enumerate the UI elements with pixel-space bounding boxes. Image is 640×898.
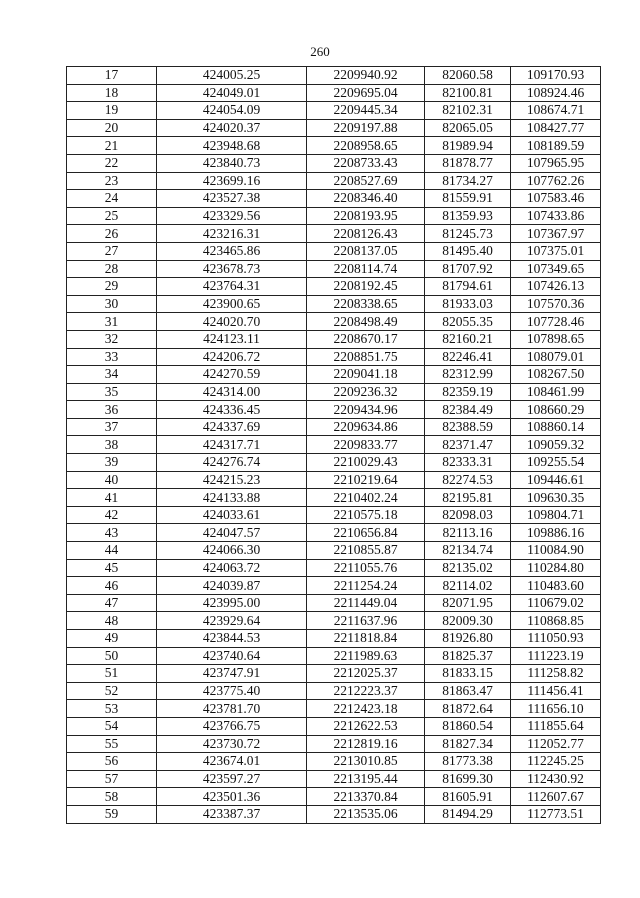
x-coordinate-cell: 423775.40 (157, 682, 307, 700)
y-coordinate-cell: 2211055.76 (307, 559, 425, 577)
east-coordinate-cell: 82312.99 (425, 366, 511, 384)
north-coordinate-cell: 108189.59 (511, 137, 601, 155)
point-number-cell: 28 (67, 260, 157, 278)
table-row (67, 154, 601, 172)
east-coordinate-cell: 82333.31 (425, 454, 511, 472)
table-row (67, 647, 601, 665)
table-row (67, 542, 601, 560)
x-coordinate-cell: 424215.23 (157, 471, 307, 489)
point-number-cell: 22 (67, 154, 157, 172)
north-coordinate-cell: 107762.26 (511, 172, 601, 190)
north-coordinate-cell: 109059.32 (511, 436, 601, 454)
y-coordinate-cell: 2209833.77 (307, 436, 425, 454)
y-coordinate-cell: 2208733.43 (307, 154, 425, 172)
table-row (67, 383, 601, 401)
point-number-cell: 27 (67, 242, 157, 260)
y-coordinate-cell: 2208193.95 (307, 207, 425, 225)
point-number-cell: 49 (67, 630, 157, 648)
table-row (67, 225, 601, 243)
east-coordinate-cell: 81833.15 (425, 665, 511, 683)
y-coordinate-cell: 2208527.69 (307, 172, 425, 190)
east-coordinate-cell: 82246.41 (425, 348, 511, 366)
x-coordinate-cell: 424033.61 (157, 506, 307, 524)
x-coordinate-cell: 424039.87 (157, 577, 307, 595)
north-coordinate-cell: 108079.01 (511, 348, 601, 366)
table-row (67, 436, 601, 454)
y-coordinate-cell: 2208670.17 (307, 330, 425, 348)
table-row (67, 207, 601, 225)
x-coordinate-cell: 423781.70 (157, 700, 307, 718)
north-coordinate-cell: 110084.90 (511, 542, 601, 560)
y-coordinate-cell: 2213370.84 (307, 788, 425, 806)
east-coordinate-cell: 82195.81 (425, 489, 511, 507)
point-number-cell: 58 (67, 788, 157, 806)
point-number-cell: 34 (67, 366, 157, 384)
y-coordinate-cell: 2210656.84 (307, 524, 425, 542)
east-coordinate-cell: 81860.54 (425, 717, 511, 735)
point-number-cell: 47 (67, 594, 157, 612)
table-row (67, 313, 601, 331)
north-coordinate-cell: 111456.41 (511, 682, 601, 700)
table-row (67, 753, 601, 771)
table-row (67, 735, 601, 753)
point-number-cell: 44 (67, 542, 157, 560)
point-number-cell: 32 (67, 330, 157, 348)
table-row (67, 665, 601, 683)
north-coordinate-cell: 109446.61 (511, 471, 601, 489)
y-coordinate-cell: 2208192.45 (307, 278, 425, 296)
table-row (67, 418, 601, 436)
east-coordinate-cell: 82274.53 (425, 471, 511, 489)
y-coordinate-cell: 2209041.18 (307, 366, 425, 384)
x-coordinate-cell: 423699.16 (157, 172, 307, 190)
x-coordinate-cell: 423216.31 (157, 225, 307, 243)
east-coordinate-cell: 82134.74 (425, 542, 511, 560)
table-row (67, 630, 601, 648)
y-coordinate-cell: 2208346.40 (307, 190, 425, 208)
x-coordinate-cell: 423948.68 (157, 137, 307, 155)
point-number-cell: 46 (67, 577, 157, 595)
north-coordinate-cell: 107570.36 (511, 295, 601, 313)
y-coordinate-cell: 2212819.16 (307, 735, 425, 753)
table-row (67, 119, 601, 137)
x-coordinate-cell: 423597.27 (157, 770, 307, 788)
y-coordinate-cell: 2209236.32 (307, 383, 425, 401)
east-coordinate-cell: 82100.81 (425, 84, 511, 102)
north-coordinate-cell: 112052.77 (511, 735, 601, 753)
east-coordinate-cell: 82384.49 (425, 401, 511, 419)
table-row (67, 770, 601, 788)
point-number-cell: 57 (67, 770, 157, 788)
x-coordinate-cell: 423730.72 (157, 735, 307, 753)
east-coordinate-cell: 81989.94 (425, 137, 511, 155)
point-number-cell: 30 (67, 295, 157, 313)
point-number-cell: 21 (67, 137, 157, 155)
east-coordinate-cell: 82098.03 (425, 506, 511, 524)
north-coordinate-cell: 109804.71 (511, 506, 601, 524)
point-number-cell: 51 (67, 665, 157, 683)
north-coordinate-cell: 109630.35 (511, 489, 601, 507)
point-number-cell: 39 (67, 454, 157, 472)
east-coordinate-cell: 81872.64 (425, 700, 511, 718)
coordinate-table-container (66, 66, 600, 824)
x-coordinate-cell: 423766.75 (157, 717, 307, 735)
east-coordinate-cell: 81825.37 (425, 647, 511, 665)
table-row (67, 102, 601, 120)
table-row (67, 612, 601, 630)
point-number-cell: 36 (67, 401, 157, 419)
east-coordinate-cell: 81863.47 (425, 682, 511, 700)
x-coordinate-cell: 423465.86 (157, 242, 307, 260)
y-coordinate-cell: 2208137.05 (307, 242, 425, 260)
east-coordinate-cell: 81933.03 (425, 295, 511, 313)
y-coordinate-cell: 2208338.65 (307, 295, 425, 313)
east-coordinate-cell: 82065.05 (425, 119, 511, 137)
y-coordinate-cell: 2208851.75 (307, 348, 425, 366)
table-row (67, 700, 601, 718)
point-number-cell: 53 (67, 700, 157, 718)
y-coordinate-cell: 2210575.18 (307, 506, 425, 524)
x-coordinate-cell: 423747.91 (157, 665, 307, 683)
table-row (67, 295, 601, 313)
north-coordinate-cell: 110868.85 (511, 612, 601, 630)
table-row (67, 471, 601, 489)
table-row (67, 366, 601, 384)
north-coordinate-cell: 107367.97 (511, 225, 601, 243)
point-number-cell: 38 (67, 436, 157, 454)
north-coordinate-cell: 107375.01 (511, 242, 601, 260)
x-coordinate-cell: 424270.59 (157, 366, 307, 384)
x-coordinate-cell: 424054.09 (157, 102, 307, 120)
point-number-cell: 17 (67, 67, 157, 85)
east-coordinate-cell: 82055.35 (425, 313, 511, 331)
table-row (67, 717, 601, 735)
x-coordinate-cell: 424066.30 (157, 542, 307, 560)
y-coordinate-cell: 2209940.92 (307, 67, 425, 85)
east-coordinate-cell: 82009.30 (425, 612, 511, 630)
north-coordinate-cell: 110284.80 (511, 559, 601, 577)
y-coordinate-cell: 2209197.88 (307, 119, 425, 137)
north-coordinate-cell: 107728.46 (511, 313, 601, 331)
point-number-cell: 31 (67, 313, 157, 331)
y-coordinate-cell: 2212025.37 (307, 665, 425, 683)
east-coordinate-cell: 82102.31 (425, 102, 511, 120)
table-row (67, 137, 601, 155)
point-number-cell: 20 (67, 119, 157, 137)
north-coordinate-cell: 111855.64 (511, 717, 601, 735)
y-coordinate-cell: 2211818.84 (307, 630, 425, 648)
north-coordinate-cell: 107583.46 (511, 190, 601, 208)
point-number-cell: 24 (67, 190, 157, 208)
point-number-cell: 19 (67, 102, 157, 120)
x-coordinate-cell: 423527.38 (157, 190, 307, 208)
x-coordinate-cell: 424314.00 (157, 383, 307, 401)
y-coordinate-cell: 2212622.53 (307, 717, 425, 735)
east-coordinate-cell: 81827.34 (425, 735, 511, 753)
east-coordinate-cell: 82359.19 (425, 383, 511, 401)
table-row (67, 682, 601, 700)
east-coordinate-cell: 81707.92 (425, 260, 511, 278)
point-number-cell: 50 (67, 647, 157, 665)
east-coordinate-cell: 82071.95 (425, 594, 511, 612)
y-coordinate-cell: 2209445.34 (307, 102, 425, 120)
north-coordinate-cell: 108427.77 (511, 119, 601, 137)
east-coordinate-cell: 81773.38 (425, 753, 511, 771)
north-coordinate-cell: 109886.16 (511, 524, 601, 542)
x-coordinate-cell: 424123.11 (157, 330, 307, 348)
north-coordinate-cell: 111656.10 (511, 700, 601, 718)
point-number-cell: 54 (67, 717, 157, 735)
table-row (67, 401, 601, 419)
table-row (67, 84, 601, 102)
north-coordinate-cell: 110483.60 (511, 577, 601, 595)
x-coordinate-cell: 424336.45 (157, 401, 307, 419)
point-number-cell: 43 (67, 524, 157, 542)
north-coordinate-cell: 109170.93 (511, 67, 601, 85)
east-coordinate-cell: 82371.47 (425, 436, 511, 454)
y-coordinate-cell: 2212223.37 (307, 682, 425, 700)
y-coordinate-cell: 2212423.18 (307, 700, 425, 718)
point-number-cell: 23 (67, 172, 157, 190)
north-coordinate-cell: 109255.54 (511, 454, 601, 472)
x-coordinate-cell: 424063.72 (157, 559, 307, 577)
y-coordinate-cell: 2209434.96 (307, 401, 425, 419)
point-number-cell: 59 (67, 805, 157, 823)
y-coordinate-cell: 2208498.49 (307, 313, 425, 331)
point-number-cell: 35 (67, 383, 157, 401)
table-row (67, 242, 601, 260)
north-coordinate-cell: 110679.02 (511, 594, 601, 612)
east-coordinate-cell: 81734.27 (425, 172, 511, 190)
y-coordinate-cell: 2210855.87 (307, 542, 425, 560)
point-number-cell: 18 (67, 84, 157, 102)
east-coordinate-cell: 81245.73 (425, 225, 511, 243)
coordinate-table-body (67, 67, 601, 824)
table-row (67, 260, 601, 278)
y-coordinate-cell: 2210219.64 (307, 471, 425, 489)
y-coordinate-cell: 2211449.04 (307, 594, 425, 612)
east-coordinate-cell: 81878.77 (425, 154, 511, 172)
y-coordinate-cell: 2211989.63 (307, 647, 425, 665)
y-coordinate-cell: 2209695.04 (307, 84, 425, 102)
page-number: 260 (310, 44, 330, 59)
x-coordinate-cell: 424206.72 (157, 348, 307, 366)
x-coordinate-cell: 423740.64 (157, 647, 307, 665)
table-row (67, 454, 601, 472)
east-coordinate-cell: 82388.59 (425, 418, 511, 436)
y-coordinate-cell: 2210029.43 (307, 454, 425, 472)
x-coordinate-cell: 424047.57 (157, 524, 307, 542)
table-row (67, 278, 601, 296)
y-coordinate-cell: 2208958.65 (307, 137, 425, 155)
x-coordinate-cell: 424020.37 (157, 119, 307, 137)
north-coordinate-cell: 107433.86 (511, 207, 601, 225)
east-coordinate-cell: 82113.16 (425, 524, 511, 542)
point-number-cell: 55 (67, 735, 157, 753)
east-coordinate-cell: 82114.02 (425, 577, 511, 595)
x-coordinate-cell: 423900.65 (157, 295, 307, 313)
table-row (67, 524, 601, 542)
north-coordinate-cell: 107426.13 (511, 278, 601, 296)
x-coordinate-cell: 424133.88 (157, 489, 307, 507)
table-row (67, 190, 601, 208)
y-coordinate-cell: 2209634.86 (307, 418, 425, 436)
y-coordinate-cell: 2213195.44 (307, 770, 425, 788)
north-coordinate-cell: 112773.51 (511, 805, 601, 823)
east-coordinate-cell: 81359.93 (425, 207, 511, 225)
point-number-cell: 25 (67, 207, 157, 225)
east-coordinate-cell: 82160.21 (425, 330, 511, 348)
north-coordinate-cell: 108924.46 (511, 84, 601, 102)
east-coordinate-cell: 82060.58 (425, 67, 511, 85)
x-coordinate-cell: 423387.37 (157, 805, 307, 823)
table-row (67, 559, 601, 577)
table-row (67, 805, 601, 823)
point-number-cell: 29 (67, 278, 157, 296)
north-coordinate-cell: 108660.29 (511, 401, 601, 419)
table-row (67, 594, 601, 612)
point-number-cell: 41 (67, 489, 157, 507)
north-coordinate-cell: 108267.50 (511, 366, 601, 384)
x-coordinate-cell: 424020.70 (157, 313, 307, 331)
point-number-cell: 26 (67, 225, 157, 243)
table-row (67, 67, 601, 85)
east-coordinate-cell: 81605.91 (425, 788, 511, 806)
table-row (67, 172, 601, 190)
north-coordinate-cell: 107965.95 (511, 154, 601, 172)
x-coordinate-cell: 424337.69 (157, 418, 307, 436)
y-coordinate-cell: 2211254.24 (307, 577, 425, 595)
y-coordinate-cell: 2208126.43 (307, 225, 425, 243)
coordinate-table (66, 66, 601, 824)
north-coordinate-cell: 111050.93 (511, 630, 601, 648)
north-coordinate-cell: 107898.65 (511, 330, 601, 348)
east-coordinate-cell: 81559.91 (425, 190, 511, 208)
point-number-cell: 33 (67, 348, 157, 366)
table-row (67, 788, 601, 806)
x-coordinate-cell: 423329.56 (157, 207, 307, 225)
north-coordinate-cell: 111258.82 (511, 665, 601, 683)
x-coordinate-cell: 423501.36 (157, 788, 307, 806)
east-coordinate-cell: 81495.40 (425, 242, 511, 260)
y-coordinate-cell: 2208114.74 (307, 260, 425, 278)
point-number-cell: 48 (67, 612, 157, 630)
north-coordinate-cell: 108860.14 (511, 418, 601, 436)
x-coordinate-cell: 424276.74 (157, 454, 307, 472)
north-coordinate-cell: 112245.25 (511, 753, 601, 771)
x-coordinate-cell: 423995.00 (157, 594, 307, 612)
east-coordinate-cell: 81926.80 (425, 630, 511, 648)
x-coordinate-cell: 423674.01 (157, 753, 307, 771)
east-coordinate-cell: 82135.02 (425, 559, 511, 577)
north-coordinate-cell: 107349.65 (511, 260, 601, 278)
east-coordinate-cell: 81494.29 (425, 805, 511, 823)
x-coordinate-cell: 423678.73 (157, 260, 307, 278)
point-number-cell: 52 (67, 682, 157, 700)
x-coordinate-cell: 424005.25 (157, 67, 307, 85)
table-row (67, 577, 601, 595)
east-coordinate-cell: 81794.61 (425, 278, 511, 296)
y-coordinate-cell: 2211637.96 (307, 612, 425, 630)
north-coordinate-cell: 112430.92 (511, 770, 601, 788)
table-row (67, 348, 601, 366)
x-coordinate-cell: 423844.53 (157, 630, 307, 648)
north-coordinate-cell: 108461.99 (511, 383, 601, 401)
point-number-cell: 40 (67, 471, 157, 489)
point-number-cell: 45 (67, 559, 157, 577)
x-coordinate-cell: 423840.73 (157, 154, 307, 172)
x-coordinate-cell: 423929.64 (157, 612, 307, 630)
x-coordinate-cell: 423764.31 (157, 278, 307, 296)
table-row (67, 506, 601, 524)
y-coordinate-cell: 2213535.06 (307, 805, 425, 823)
x-coordinate-cell: 424317.71 (157, 436, 307, 454)
point-number-cell: 56 (67, 753, 157, 771)
north-coordinate-cell: 111223.19 (511, 647, 601, 665)
point-number-cell: 42 (67, 506, 157, 524)
point-number-cell: 37 (67, 418, 157, 436)
x-coordinate-cell: 424049.01 (157, 84, 307, 102)
north-coordinate-cell: 112607.67 (511, 788, 601, 806)
table-row (67, 489, 601, 507)
north-coordinate-cell: 108674.71 (511, 102, 601, 120)
y-coordinate-cell: 2210402.24 (307, 489, 425, 507)
east-coordinate-cell: 81699.30 (425, 770, 511, 788)
table-row (67, 330, 601, 348)
y-coordinate-cell: 2213010.85 (307, 753, 425, 771)
